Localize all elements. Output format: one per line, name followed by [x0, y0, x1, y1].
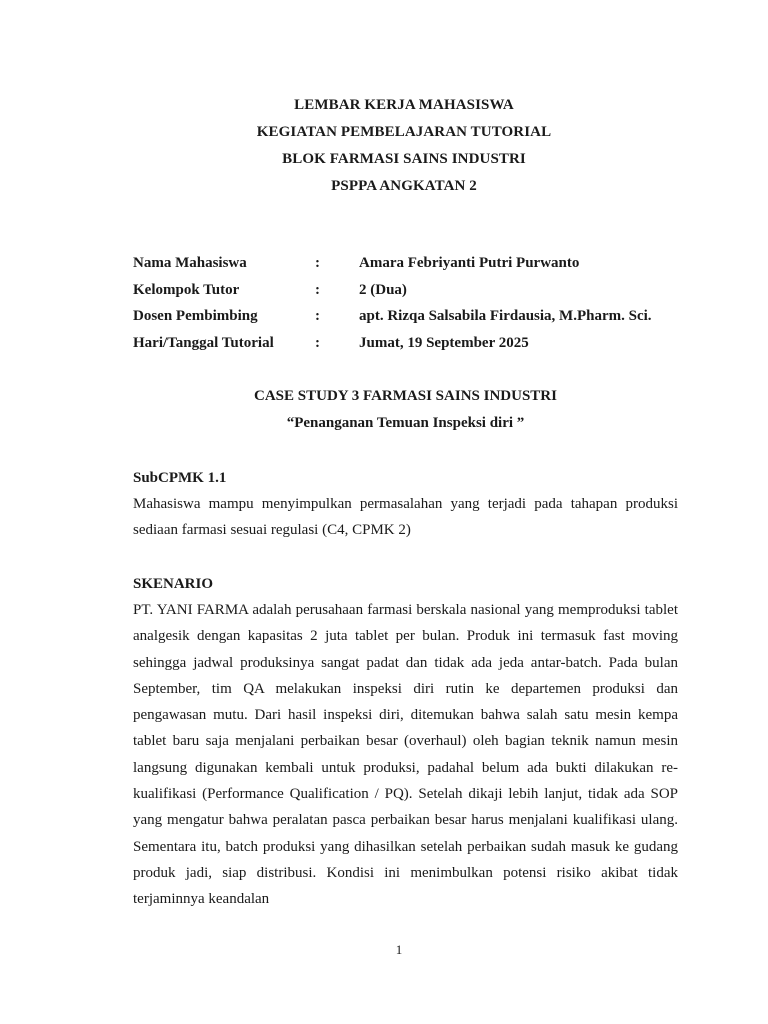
- skenario-title: SKENARIO: [133, 576, 214, 592]
- header-line: KEGIATAN PEMBELAJARAN TUTORIAL: [256, 124, 552, 140]
- skenario-section: [133, 571, 678, 913]
- case-study-heading: [0, 383, 768, 437]
- info-colon: :: [315, 281, 320, 298]
- document-header: [0, 92, 768, 200]
- info-value: 2 (Dua): [359, 281, 407, 298]
- info-colon: :: [315, 308, 320, 324]
- info-value: Amara Febriyanti Putri Purwanto: [359, 255, 580, 271]
- skenario-text: PT. YANI FARMA adalah perusahaan farmasi berskala nasional yang memproduksi tablet analgesik dengan kapasitas 2 juta tablet per bulan. Produk ini termasuk fast moving sehingga jadwal produksinya sangat padat dan tidak ada jeda antar-batch. Pada bulan September, tim QA melakukan inspeksi diri rutin ke departemen produksi dan pengawasan mutu. Dari hasil inspeksi diri, ditemukan bahwa salah satu mesin kempa tablet baru saja menjalani perbaikan besar (overhaul) oleh bagian teknik namun mesin langsung digunakan kembali untuk produksi, padahal belum ada bukti dilakukan re- kualifikasi (Performance Qualification / PQ). Setelah dikaji lebih lanjut, tidak ada SOP yang mengatur bahwa peralatan pasca perbaikan besar harus menjalani kualifikasi ulang. Sementara itu, batch produksi yang dihasilkan setelah perbaikan sudah masuk ke gudang produk jadi, siap distribusi. Kondisi ini menimbulkan potensi risiko akibat tidak terjaminnya keandalan: [133, 602, 678, 908]
- case-title: CASE STUDY 3 FARMASI SAINS INDUSTRI: [254, 388, 557, 404]
- info-colon: :: [315, 255, 320, 271]
- info-row-supervisor: [133, 303, 693, 330]
- page-number-value: 1: [395, 942, 403, 957]
- info-label: Kelompok Tutor: [133, 281, 240, 298]
- header-line: PSPPA ANGKATAN 2: [331, 178, 477, 194]
- info-row-group: [133, 277, 693, 304]
- header-line: BLOK FARMASI SAINS INDUSTRI: [282, 151, 526, 167]
- info-value: apt. Rizqa Salsabila Firdausia, M.Pharm. Sci.: [359, 308, 652, 324]
- header-line: LEMBAR KERJA MAHASISWA: [294, 97, 514, 113]
- info-label: Dosen Pembimbing: [133, 308, 258, 324]
- info-row-date: [133, 330, 693, 357]
- info-row-name: [133, 250, 693, 277]
- subcpmk-text: Mahasiswa mampu menyimpulkan permasalahan yang terjadi pada tahapan produksi sediaan farmasi sesuai regulasi (C4, CPMK 2): [133, 496, 678, 539]
- subcpmk-title: SubCPMK 1.1: [133, 470, 227, 486]
- page-number: [0, 942, 768, 958]
- info-label: Nama Mahasiswa: [133, 255, 247, 271]
- student-info-table: [133, 250, 693, 356]
- case-subtitle: “Penanganan Temuan Inspeksi diri ”: [286, 415, 525, 431]
- info-colon: :: [315, 334, 320, 351]
- subcpmk-section: [133, 465, 678, 544]
- info-value: Jumat, 19 September 2025: [359, 334, 529, 351]
- info-label: Hari/Tanggal Tutorial: [133, 334, 274, 351]
